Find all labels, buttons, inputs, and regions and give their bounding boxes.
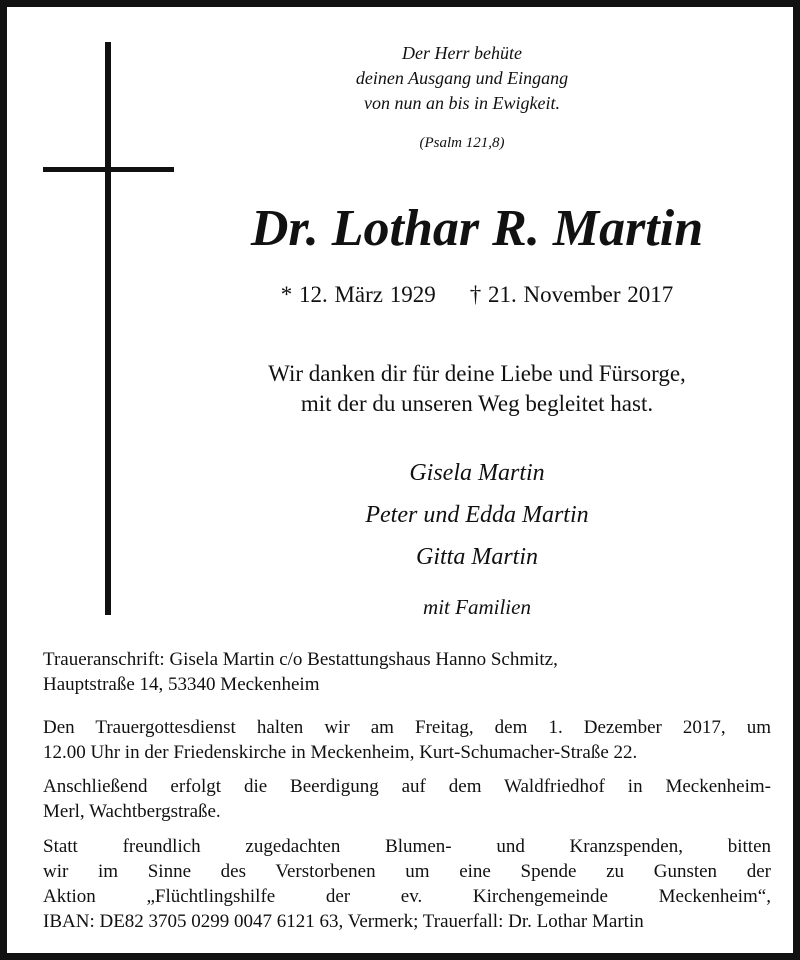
life-dates bbox=[207, 279, 747, 311]
donation-line: IBAN: DE82 3705 0299 0047 6121 63, Vermerk; Trauerfall: Dr. Lothar Martin bbox=[43, 911, 644, 932]
mourning-address bbox=[43, 647, 771, 697]
psalm-verse bbox=[297, 41, 627, 116]
burial-line: Anschließend erfolgt die Beerdigung auf dem Waldfriedhof in Meckenheim- bbox=[43, 776, 771, 797]
mourner-name: Gitta Martin bbox=[415, 544, 538, 570]
service-info bbox=[43, 715, 771, 765]
verse-line: Der Herr behüte bbox=[402, 43, 522, 63]
mourner-name: Gisela Martin bbox=[409, 460, 545, 486]
cross-horizontal-bar bbox=[43, 167, 174, 172]
deceased-name: Dr. Lothar R. Martin bbox=[250, 200, 704, 257]
cross-vertical-bar bbox=[105, 42, 111, 615]
verse-line: von nun an bis in Ewigkeit. bbox=[364, 93, 560, 113]
burial-info bbox=[43, 774, 771, 824]
donation-line: wir im Sinne des Verstorbenen um eine Spende zu Gunsten der bbox=[43, 861, 771, 882]
mourner-name: Peter und Edda Martin bbox=[365, 502, 589, 528]
thanks-line: mit der du unseren Weg begleitet hast. bbox=[300, 391, 654, 416]
donation-line: Statt freundlich zugedachten Blumen- und Kranzspenden, bitten bbox=[43, 836, 771, 857]
families-note: mit Familien bbox=[423, 595, 531, 619]
verse-reference: (Psalm 121,8) bbox=[419, 135, 505, 151]
donation-line: Aktion „Flüchtlingshilfe der ev. Kirchengemeinde Meckenheim“, bbox=[43, 886, 771, 907]
verse-line: deinen Ausgang und Eingang bbox=[355, 68, 569, 88]
thanks-line: Wir danken dir für deine Liebe und Fürsorge, bbox=[268, 361, 686, 386]
donation-info bbox=[43, 834, 771, 934]
service-line: 12.00 Uhr in der Friedenskirche in Meckenheim, Kurt-Schumacher-Straße 22. bbox=[43, 742, 638, 763]
address-line: Traueranschrift: Gisela Martin c/o Bestattungshaus Hanno Schmitz, bbox=[43, 649, 558, 670]
burial-line: Merl, Wachtbergstraße. bbox=[43, 801, 221, 822]
death-date: † 21. November 2017 bbox=[469, 282, 674, 307]
birth-date: * 12. März 1929 bbox=[280, 282, 436, 307]
service-line: Den Trauergottesdienst halten wir am Freitag, dem 1. Dezember 2017, um bbox=[43, 717, 771, 738]
address-line: Hauptstraße 14, 53340 Meckenheim bbox=[43, 674, 320, 695]
thanks-message bbox=[167, 359, 787, 419]
